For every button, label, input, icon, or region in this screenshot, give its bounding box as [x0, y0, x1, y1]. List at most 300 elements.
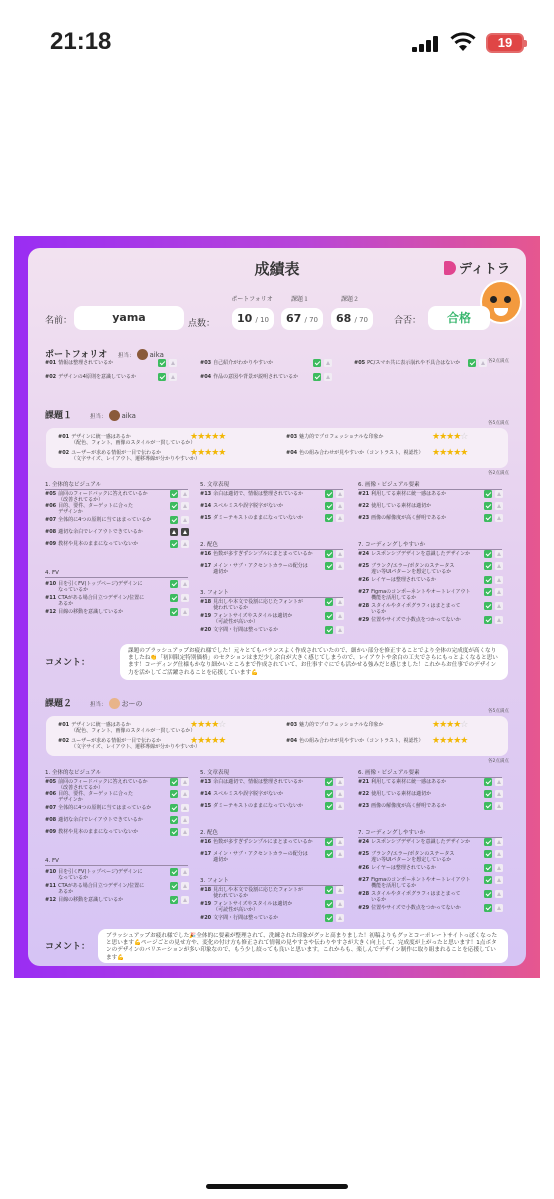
- warning-triangle-icon: [495, 778, 503, 786]
- star-criterion: [286, 450, 424, 456]
- check-icon: [325, 838, 333, 846]
- warning-triangle-icon: [181, 580, 189, 588]
- warning-triangle-icon: [181, 502, 189, 510]
- k1-criterion: [45, 517, 164, 523]
- k1-criterion: [358, 563, 478, 575]
- k1-note-2: 各2点満点: [488, 471, 509, 476]
- item-text: 画像の解像度が高く鮮明であるか: [371, 803, 447, 809]
- category-title: 2. 配色: [200, 540, 343, 550]
- check-icon: [325, 914, 333, 922]
- k2-criterion: [45, 869, 164, 881]
- check-icon: [313, 373, 321, 381]
- k2-criterion: [200, 887, 319, 899]
- item-number: #15: [200, 515, 212, 521]
- k1-criterion: [200, 627, 319, 633]
- item-number: #05: [45, 491, 57, 497]
- k1-criterion: [200, 551, 319, 557]
- k2-criterion: [358, 779, 478, 785]
- item-number: #26: [358, 577, 370, 583]
- item-text: 色の組み合わせが見やすいか（コントラスト、視認性）: [299, 738, 424, 744]
- k1-criterion: [358, 515, 478, 521]
- avatar: [109, 698, 120, 709]
- item-number: #08: [45, 529, 57, 535]
- portfolio-item: [45, 374, 155, 380]
- k2-criterion: [200, 901, 319, 913]
- item-text: 適切な余白でレイアウトできているか: [58, 529, 143, 535]
- score-col-k1-label: 課題１: [290, 296, 309, 303]
- k1-criterion: [358, 577, 478, 583]
- k2-criterion: [45, 779, 164, 791]
- category-title: 1. 全体的なビジュアル: [45, 480, 188, 490]
- warning-triangle-icon: [495, 562, 503, 570]
- item-text: スタイルやタイポグラフィはまとまって いるか: [371, 603, 461, 615]
- check-icon: [325, 514, 333, 522]
- star-rating: ★★★★☆: [432, 720, 468, 730]
- warning-triangle-icon: [181, 804, 189, 812]
- star-rating: ★★★★★: [432, 736, 468, 746]
- item-text: 魅力的でプロフェッショナルな印象か: [299, 434, 384, 440]
- k2-criterion: [200, 915, 319, 921]
- item-number: #17: [200, 851, 212, 857]
- item-text: 位置やサイズで小数点をつかってないか: [371, 617, 461, 623]
- item-number: #25: [358, 851, 370, 857]
- item-text: ブランク/エラー/ボタンのステータス 違い等UIパターンを想定しているか: [371, 851, 455, 863]
- item-number: #27: [358, 877, 370, 883]
- item-text: 目的、要件、ターゲットに合った デザインか: [58, 791, 133, 803]
- item-number: #05: [354, 360, 366, 366]
- item-text: 情報は整理されているか: [58, 360, 114, 366]
- item-number: #13: [200, 491, 212, 497]
- warning-triangle-icon: [495, 890, 503, 898]
- item-text: 前回のフィードバックに答えれているか （改善されてるか）: [58, 779, 148, 791]
- item-text: ブランク/エラー/ボタンのステータス 違い等UIパターンを想定しているか: [371, 563, 455, 575]
- warning-triangle-icon: [336, 900, 344, 908]
- category-title: 7. コーディングしやすいか: [358, 828, 502, 838]
- item-number: #19: [200, 901, 212, 907]
- k2-criterion: [358, 891, 478, 903]
- k2-note-2: 各2点満点: [488, 759, 509, 764]
- check-icon: [325, 850, 333, 858]
- check-icon: [484, 778, 492, 786]
- item-number: #22: [358, 503, 370, 509]
- item-text: メイン・サブ・アクセントカラーの配分は 適切か: [213, 563, 308, 575]
- warning-triangle-icon: [169, 373, 177, 381]
- item-number: #20: [200, 915, 212, 921]
- warning-triangle-icon: [324, 359, 332, 367]
- item-text: 適切な余白でレイアウトできているか: [58, 817, 143, 823]
- item-number: #07: [45, 517, 57, 523]
- warning-triangle-icon: [495, 850, 503, 858]
- avatar: [109, 410, 120, 421]
- k1-note-5: 各5点満点: [488, 421, 509, 426]
- k1-comment-label: コメント：: [45, 658, 91, 668]
- page-title: 成績表: [254, 260, 300, 278]
- item-number: #23: [358, 515, 370, 521]
- check-icon: [484, 602, 492, 610]
- item-number: #18: [200, 887, 212, 893]
- item-text: 目的、要件、ターゲットに合った デザインか: [58, 503, 133, 515]
- portfolio-note: 各2点満点: [488, 359, 509, 364]
- item-number: #14: [200, 791, 212, 797]
- k1-criterion: [45, 529, 164, 535]
- k1-charge: 担当： aika: [90, 412, 136, 420]
- k2-criterion: [200, 851, 319, 863]
- report-card-image: [14, 236, 540, 978]
- avatar: [137, 349, 148, 360]
- portfolio-heading: ポートフォリオ: [45, 350, 108, 360]
- k1-criterion: [358, 603, 478, 615]
- check-icon: [325, 900, 333, 908]
- item-text: Figmaのコンポーネントやオートレイアウト 機能を活用してるか: [371, 877, 471, 889]
- k1-criterion: [45, 595, 164, 607]
- item-text: 目線の移動を意識しているか: [58, 609, 124, 615]
- item-text: 文字間・行間は整っているか: [213, 915, 279, 921]
- item-text: 見出しや本文で役割に応じたフォントが 使われているか: [213, 887, 303, 899]
- check-icon: [325, 802, 333, 810]
- portfolio-item: [200, 374, 310, 380]
- check-icon: [170, 502, 178, 510]
- category-title: 4. FV: [45, 858, 188, 866]
- check-icon: [325, 562, 333, 570]
- k1-criterion: [200, 515, 319, 521]
- report-sheet: [28, 248, 526, 966]
- item-number: #20: [200, 627, 212, 633]
- item-number: #24: [358, 839, 370, 845]
- check-icon: [484, 562, 492, 570]
- item-text: 色数が多すぎずシンプルにまとまっているか: [213, 551, 313, 557]
- k1-criterion: [200, 491, 319, 497]
- warning-triangle-icon: [181, 540, 189, 548]
- item-number: #29: [358, 905, 370, 911]
- check-icon: [170, 490, 178, 498]
- wifi-icon: [450, 32, 476, 52]
- warning-triangle-icon: [336, 562, 344, 570]
- check-icon: [325, 598, 333, 606]
- result-label: 合否：: [394, 316, 422, 326]
- item-text: 目を引くFV(トップページ)デザインに なっているか: [58, 581, 143, 593]
- check-icon: [170, 580, 178, 588]
- k2-comment: ブラッシュアップお疲れ様でした🎉全体的に要素が整理されて、洗練された印象がグッと高まりました！初稿よりもグッとコーポレートサイトっぽくなったと思います💪ページごとの見せ方や、変化の付け方も修正されて情報の見やすさや伝わりやすさが大きく向上して、完成度が上がったと思います！1点ボタンのデザインのバリエーションが多い印象なので、もう少し絞っても良いと思います。これからも、楽しんでデザイン制作に取り組まれることを応援しています💪: [98, 929, 508, 963]
- category-title: 6. 画像・ビジュアル要素: [358, 768, 502, 778]
- item-text: 色数が多すぎずシンプルにまとまっているか: [213, 839, 313, 845]
- k1-criterion: [45, 609, 164, 615]
- warning-triangle-icon: [495, 490, 503, 498]
- check-icon: [325, 550, 333, 558]
- score-k2: 68 / 70: [331, 308, 373, 330]
- portfolio-item: [200, 360, 310, 366]
- status-bar: [0, 0, 554, 90]
- check-icon: [325, 612, 333, 620]
- k2-criterion: [200, 803, 319, 809]
- k2-heading: 課題２: [45, 699, 73, 709]
- warning-triangle-icon: [495, 904, 503, 912]
- k2-note-5: 各5点満点: [488, 709, 509, 714]
- check-icon: [484, 576, 492, 584]
- check-icon: [484, 514, 492, 522]
- item-number: #04: [286, 738, 298, 744]
- check-icon: [484, 588, 492, 596]
- item-text: メイン・サブ・アクセントカラーの配分は 適切か: [213, 851, 308, 863]
- star-criterion: [286, 738, 424, 744]
- item-text: 作品の意図や背景が説明されているか: [213, 374, 299, 380]
- warning-triangle-icon: [181, 828, 189, 836]
- item-text: デザインに統一感はあるか （配色、フォント、画像のスタイルが一貫しているか）: [71, 434, 196, 446]
- item-number: #01: [58, 722, 70, 728]
- star-criterion: [58, 722, 196, 734]
- warning-triangle-icon: [181, 816, 189, 824]
- name-label: 名前：: [45, 316, 73, 326]
- category-title: 7. コーディングしやすいか: [358, 540, 502, 550]
- warning-triangle-icon: [181, 778, 189, 786]
- k1-criterion: [200, 613, 319, 625]
- item-number: #11: [45, 595, 57, 601]
- item-number: #03: [286, 434, 298, 440]
- star-rating: ★★★★★: [190, 448, 226, 458]
- warning-triangle-icon: [495, 550, 503, 558]
- k2-criterion: [200, 779, 319, 785]
- check-icon: [325, 886, 333, 894]
- item-number: #24: [358, 551, 370, 557]
- portfolio-charge: 担当： aika: [118, 351, 164, 359]
- item-number: #28: [358, 603, 370, 609]
- check-icon: [170, 790, 178, 798]
- warning-triangle-icon: [336, 778, 344, 786]
- check-icon: [170, 778, 178, 786]
- score-k1: 67 / 70: [281, 308, 323, 330]
- check-icon: [170, 882, 178, 890]
- item-number: #08: [45, 817, 57, 823]
- item-number: #12: [45, 897, 57, 903]
- item-text: 色の組み合わせが見やすいか（コントラスト、視認性）: [299, 450, 424, 456]
- k1-criterion: [358, 589, 478, 601]
- check-icon: [484, 850, 492, 858]
- item-text: 画像の解像度が高く鮮明であるか: [371, 515, 447, 521]
- item-text: 余白は適切で、情報は整理されているか: [213, 779, 304, 785]
- k1-comment: 課題のブラッシュアップお疲れ様でした！元々とてもバランスよく作成されていたので、細かい部分を修正することでより全体の完成度が高くなりましたね👏「初回限定特別価格」のセクションはまだ少し余白が大きく感じてしまうので、レイアウトや余白の工夫でさらにもっとよくなると思います！コーディング仕様もかなり細かいところまで作成されていて、お仕事すぐにでも活かせる強みだと感じました！これからお仕事でのデザイン力を活かしてご活躍されることを応援しています💪: [120, 644, 508, 680]
- status-time: 21:18: [50, 28, 112, 55]
- item-text: レスポンシブデザインを意識したデザインか: [371, 551, 471, 557]
- star-rating: ★★★★★: [190, 736, 226, 746]
- item-number: #21: [358, 779, 370, 785]
- star-criterion: [286, 722, 406, 728]
- check-icon: [484, 876, 492, 884]
- item-number: #04: [200, 374, 212, 380]
- category-title: 4. FV: [45, 570, 188, 578]
- portfolio-item: [45, 360, 155, 366]
- item-text: 使用している素材は適切か: [371, 503, 432, 509]
- item-number: #09: [45, 829, 57, 835]
- item-text: 全体的に4つの原則に当てはまっているか: [58, 517, 152, 523]
- check-icon: [170, 816, 178, 824]
- score-col-portfolio-label: ポートフォリオ: [231, 296, 273, 303]
- item-number: #03: [200, 360, 212, 366]
- check-icon: [170, 528, 178, 536]
- star-criterion: [58, 450, 201, 462]
- star-criterion: [58, 434, 196, 446]
- item-number: #27: [358, 589, 370, 595]
- warning-triangle-icon: [495, 802, 503, 810]
- k1-criterion: [358, 617, 478, 623]
- home-indicator: [206, 1184, 348, 1189]
- score-portfolio: 10 / 10: [232, 308, 274, 330]
- item-number: #13: [200, 779, 212, 785]
- check-icon: [484, 904, 492, 912]
- warning-triangle-icon: [181, 490, 189, 498]
- warning-triangle-icon: [181, 528, 189, 536]
- item-text: フォントサイズやスタイルは適切か （可読性が高いか）: [213, 901, 293, 913]
- warning-triangle-icon: [495, 588, 503, 596]
- item-number: #09: [45, 541, 57, 547]
- k2-charge: 担当： おーの: [90, 700, 143, 708]
- warning-triangle-icon: [336, 514, 344, 522]
- item-number: #17: [200, 563, 212, 569]
- warning-triangle-icon: [324, 373, 332, 381]
- k1-criterion: [45, 581, 164, 593]
- check-icon: [170, 804, 178, 812]
- check-icon: [484, 502, 492, 510]
- warning-triangle-icon: [495, 602, 503, 610]
- item-number: #28: [358, 891, 370, 897]
- k2-criterion: [45, 883, 164, 895]
- item-text: CTAがある場合目立つデザイン/位置に あるか: [58, 595, 145, 607]
- warning-triangle-icon: [181, 790, 189, 798]
- check-icon: [325, 626, 333, 634]
- item-text: レスポンシブデザインを意識したデザインか: [371, 839, 471, 845]
- check-icon: [158, 359, 166, 367]
- check-icon: [484, 790, 492, 798]
- k1-criterion: [358, 551, 478, 557]
- item-text: 位置やサイズで小数点をつかってないか: [371, 905, 461, 911]
- item-text: スペルミスや誤字脱字がないか: [213, 791, 284, 797]
- warning-triangle-icon: [336, 886, 344, 894]
- item-text: 利用してる素材に統一感はあるか: [371, 491, 447, 497]
- item-text: 前回のフィードバックに答えれているか （改善されてるか）: [58, 491, 148, 503]
- item-number: #18: [200, 599, 212, 605]
- item-number: #26: [358, 865, 370, 871]
- warning-triangle-icon: [336, 612, 344, 620]
- warning-triangle-icon: [181, 882, 189, 890]
- warning-triangle-icon: [336, 914, 344, 922]
- item-number: #29: [358, 617, 370, 623]
- item-number: #01: [58, 434, 70, 440]
- k2-criterion: [358, 877, 478, 889]
- item-number: #10: [45, 869, 57, 875]
- item-text: Figmaのコンポーネントやオートレイアウト 機能を活用してるか: [371, 589, 471, 601]
- item-number: #10: [45, 581, 57, 587]
- warning-triangle-icon: [495, 576, 503, 584]
- k2-criterion: [45, 829, 164, 835]
- category-title: 5. 文章表現: [200, 768, 343, 778]
- check-icon: [484, 890, 492, 898]
- warning-triangle-icon: [495, 838, 503, 846]
- item-number: #07: [45, 805, 57, 811]
- item-text: ユーザーが求める情報が一目で伝わるか （文字サイズ、レイアウト、遷移導線が分かりやすいか）: [71, 738, 201, 750]
- check-icon: [484, 490, 492, 498]
- warning-triangle-icon: [336, 550, 344, 558]
- check-icon: [468, 359, 476, 367]
- k2-criterion: [200, 791, 319, 797]
- warning-triangle-icon: [495, 864, 503, 872]
- k2-criterion: [358, 803, 478, 809]
- item-text: 見出しや本文で役割に応じたフォントが 使われているか: [213, 599, 303, 611]
- check-icon: [325, 778, 333, 786]
- check-icon: [170, 594, 178, 602]
- item-number: #25: [358, 563, 370, 569]
- item-number: #04: [286, 450, 298, 456]
- warning-triangle-icon: [336, 802, 344, 810]
- item-number: #11: [45, 883, 57, 889]
- cellular-signal-icon: [412, 36, 442, 52]
- check-icon: [325, 490, 333, 498]
- k2-criterion: [358, 839, 478, 845]
- result-badge: 合格: [428, 306, 490, 330]
- item-number: #01: [45, 360, 57, 366]
- star-criterion: [58, 738, 201, 750]
- item-number: #16: [200, 551, 212, 557]
- k1-criterion: [200, 563, 319, 575]
- k2-criterion: [200, 839, 319, 845]
- warning-triangle-icon: [181, 896, 189, 904]
- warning-triangle-icon: [336, 838, 344, 846]
- item-text: スタイルやタイポグラフィはまとまって いるか: [371, 891, 461, 903]
- warning-triangle-icon: [169, 359, 177, 367]
- warning-triangle-icon: [181, 594, 189, 602]
- score-col-k2-label: 課題２: [340, 296, 359, 303]
- item-text: 魅力的でプロフェッショナルな印象か: [299, 722, 384, 728]
- item-text: スペルミスや誤字脱字がないか: [213, 503, 284, 509]
- k2-criterion: [45, 897, 164, 903]
- category-title: 3. フォント: [200, 876, 343, 886]
- item-number: #14: [200, 503, 212, 509]
- check-icon: [170, 540, 178, 548]
- k1-criterion: [358, 503, 478, 509]
- item-text: 使用している素材は適切か: [371, 791, 432, 797]
- item-number: #02: [58, 450, 70, 456]
- k1-heading: 課題１: [45, 411, 73, 421]
- check-icon: [170, 868, 178, 876]
- warning-triangle-icon: [336, 598, 344, 606]
- item-number: #02: [45, 374, 57, 380]
- item-number: #03: [286, 722, 298, 728]
- item-text: 教材や見本のままになっていないか: [58, 829, 139, 835]
- item-text: 文字間・行間は整っているか: [213, 627, 279, 633]
- k1-criterion: [200, 599, 319, 611]
- item-text: 目線の移動を意識しているか: [58, 897, 124, 903]
- item-text: 利用してる素材に統一感はあるか: [371, 779, 447, 785]
- item-number: #19: [200, 613, 212, 619]
- check-icon: [484, 550, 492, 558]
- k1-criterion: [200, 503, 319, 509]
- star-criterion: [286, 434, 406, 440]
- k2-criterion: [358, 865, 478, 871]
- category-title: 1. 全体的なビジュアル: [45, 768, 188, 778]
- item-number: #02: [58, 738, 70, 744]
- star-rating: ★★★★☆: [190, 720, 226, 730]
- name-field: yama: [74, 306, 184, 330]
- category-title: 3. フォント: [200, 588, 343, 598]
- item-text: 余白は適切で、情報は整理されているか: [213, 491, 304, 497]
- k2-criterion: [358, 905, 478, 911]
- item-text: デザインの4原則を意識しているか: [58, 374, 136, 380]
- battery-icon: 19: [486, 33, 524, 53]
- item-number: #06: [45, 791, 57, 797]
- item-text: 教材や見本のままになっていないか: [58, 541, 139, 547]
- k2-criterion: [358, 851, 478, 863]
- item-text: ユーザーが求める情報が一目で伝わるか （文字サイズ、レイアウト、遷移導線が分かりやすいか）: [71, 450, 201, 462]
- item-text: レイヤーは整理されているか: [371, 865, 436, 871]
- item-text: CTAがある場合目立つデザイン/位置に あるか: [58, 883, 145, 895]
- score-label: 点数：: [188, 319, 216, 329]
